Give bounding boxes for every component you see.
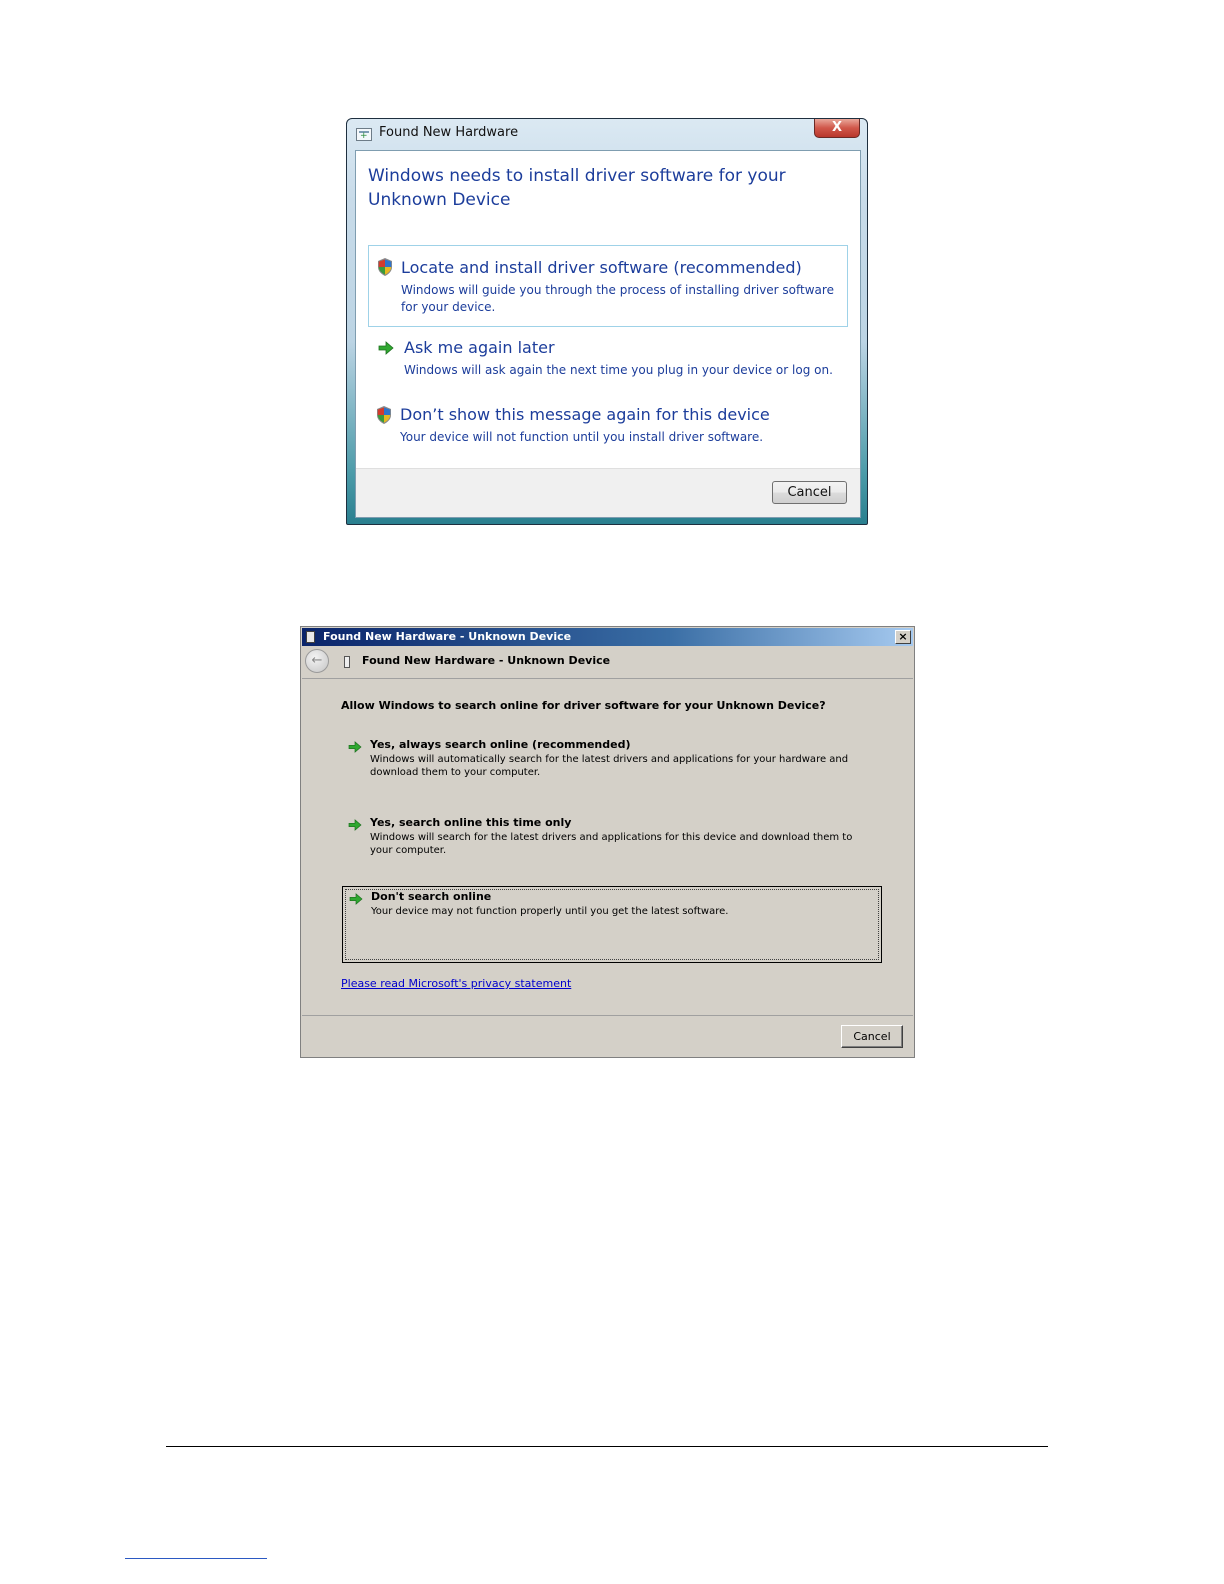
- wizard-content: [302, 679, 913, 1016]
- dialog-headline: Windows needs to install driver software for your Unknown Device: [368, 166, 786, 210]
- device-icon: [306, 631, 315, 643]
- device-icon: [344, 656, 350, 668]
- back-button[interactable]: ←: [305, 649, 329, 673]
- green-arrow-icon: [348, 819, 362, 831]
- option-description: Windows will guide you through the process of installing driver software for your device.: [401, 283, 834, 314]
- option-description: Windows will automatically search for the latest drivers and applications for your hardware and download them to your computer.: [370, 754, 849, 778]
- green-arrow-icon: [348, 741, 362, 753]
- option-search-online-once[interactable]: [342, 814, 882, 864]
- page-divider: [166, 1446, 1048, 1447]
- dialog-footer: [356, 468, 860, 517]
- cancel-button[interactable]: Cancel: [841, 1025, 903, 1048]
- green-arrow-icon: [349, 893, 363, 905]
- title-bar[interactable]: [302, 628, 913, 646]
- option-heading: Yes, always search online (recommended): [370, 738, 631, 751]
- uac-shield-icon: [376, 406, 392, 424]
- option-description: Your device will not function until you install driver software.: [400, 430, 764, 444]
- window-title: Found New Hardware - Unknown Device: [323, 630, 572, 643]
- option-heading: Yes, search online this time only: [370, 816, 572, 829]
- found-new-hardware-dialog: [346, 118, 868, 525]
- footnote-divider: [125, 1558, 267, 1559]
- uac-shield-icon: [377, 258, 393, 276]
- wizard-header: [302, 646, 913, 679]
- hardware-wizard-icon: [356, 128, 372, 141]
- option-dont-show-again[interactable]: [368, 401, 848, 451]
- option-locate-and-install[interactable]: [368, 245, 848, 327]
- option-description: Your device may not function properly until you get the latest software.: [371, 906, 729, 917]
- dialog-client-area: [355, 150, 861, 518]
- green-arrow-icon: [378, 341, 394, 355]
- option-heading: Ask me again later: [404, 338, 555, 357]
- cancel-button[interactable]: Cancel: [772, 481, 847, 504]
- close-button[interactable]: ×: [895, 630, 911, 644]
- found-new-hardware-unknown-device-dialog: [300, 626, 915, 1058]
- option-dont-search-online[interactable]: [342, 886, 882, 963]
- option-heading: Locate and install driver software (recommended): [401, 258, 802, 277]
- privacy-statement-link[interactable]: Please read Microsoft's privacy statement: [341, 977, 572, 990]
- wizard-question: Allow Windows to search online for driver software for your Unknown Device?: [341, 699, 826, 712]
- option-always-search-online[interactable]: [342, 736, 882, 786]
- wizard-title: Found New Hardware - Unknown Device: [362, 654, 611, 667]
- option-description: Windows will search for the latest drivers and applications for this device and download them to your computer.: [370, 832, 853, 856]
- option-ask-again-later[interactable]: [368, 335, 848, 385]
- title-bar[interactable]: [347, 119, 867, 149]
- option-heading: Don't search online: [371, 890, 492, 903]
- close-button[interactable]: X: [814, 119, 860, 138]
- option-description: Windows will ask again the next time you plug in your device or log on.: [404, 363, 833, 377]
- option-heading: Don’t show this message again for this device: [400, 405, 770, 424]
- window-title: Found New Hardware: [379, 125, 519, 140]
